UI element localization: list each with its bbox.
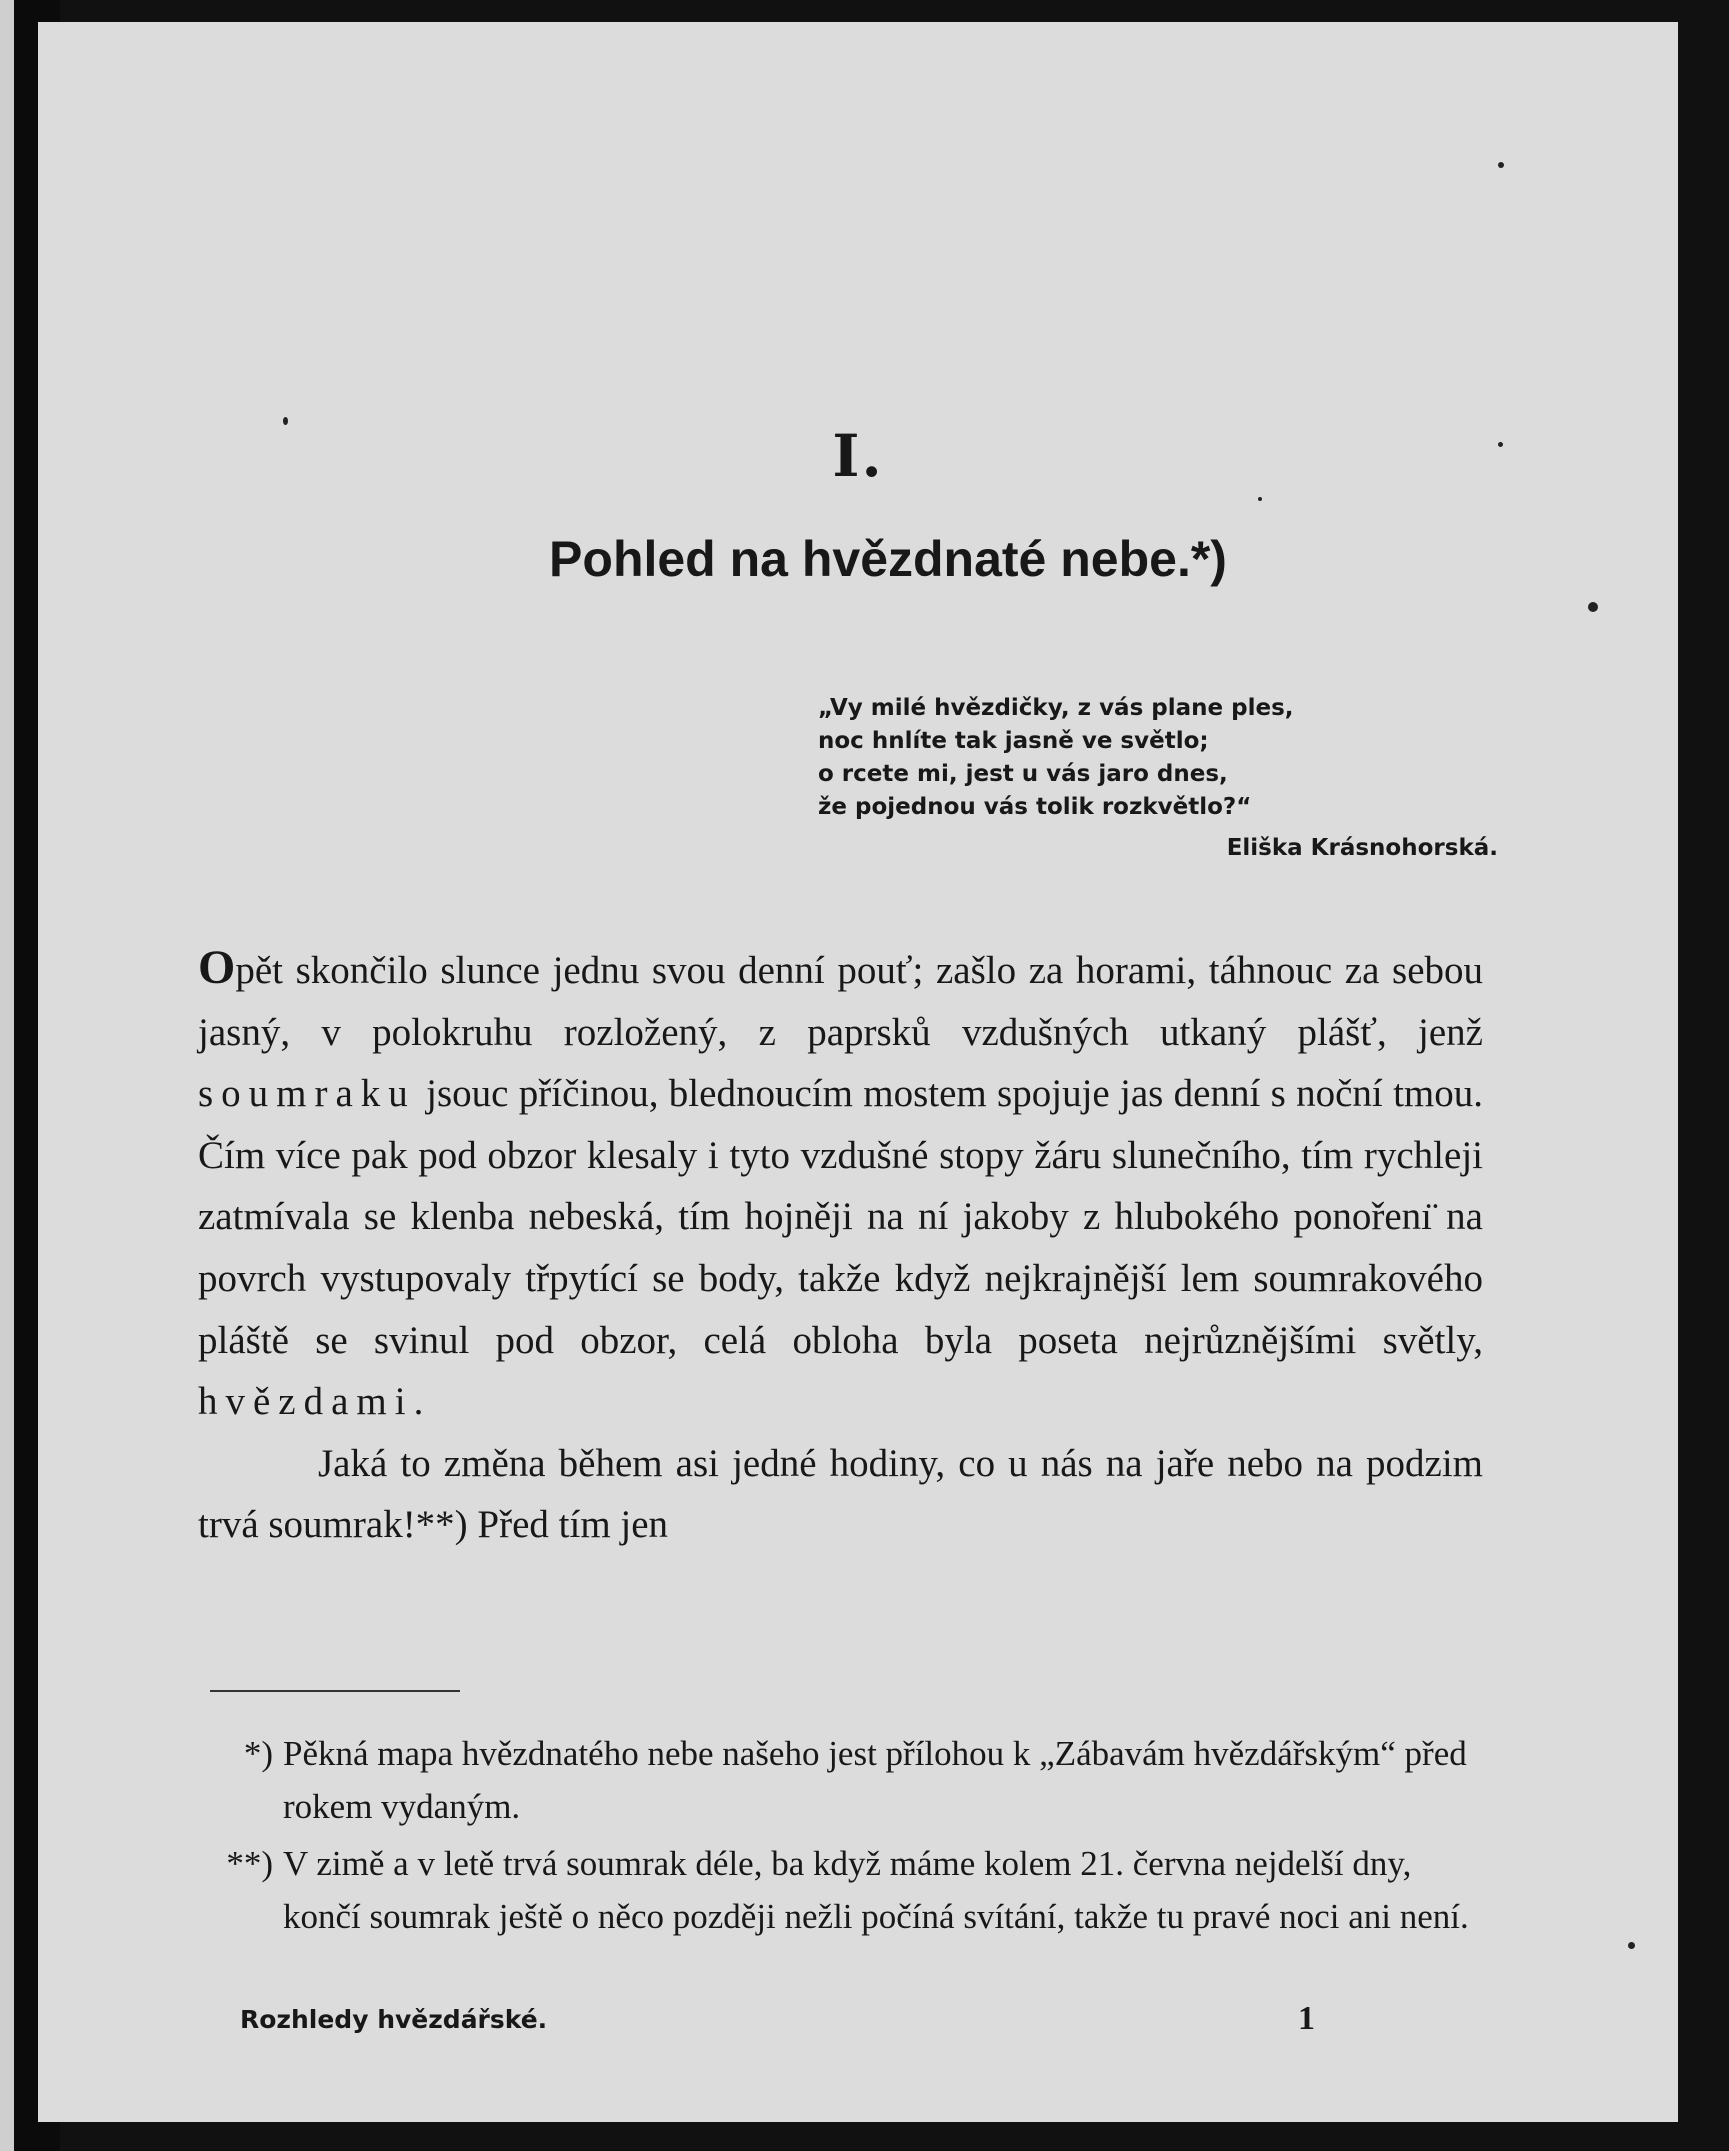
paragraph-1-text-c: .	[413, 1380, 424, 1424]
epigraph-line: o rcete mi, jest u vás jaro dnes,	[818, 761, 1228, 787]
page-signature: 1	[1298, 2000, 1315, 2037]
epigraph	[818, 692, 1498, 865]
ink-speck	[1258, 497, 1262, 501]
epigraph-author: Eliška Krásnohorská.	[1226, 835, 1498, 861]
ink-speck	[1588, 602, 1598, 612]
footnote-text: Pěkná mapa hvězdnatého nebe našeho jest přílohou k „Zábavám hvězdářským“ před rokem vydaným.	[283, 1734, 1467, 1826]
chapter-number: I.	[832, 422, 884, 490]
paragraph-1	[198, 937, 1483, 1433]
footnote-rule	[210, 1690, 460, 1692]
book-page	[38, 22, 1678, 2122]
ink-speck	[1498, 442, 1503, 447]
running-title: Rozhledy hvězdářské.	[240, 2005, 548, 2034]
epigraph-line: že pojednou vás tolik rozkvětlo?“	[818, 794, 1252, 820]
chapter-title: Pohled na hvězdnaté nebe.*)	[549, 531, 1227, 587]
ink-speck	[1628, 1942, 1635, 1949]
footnotes	[188, 1727, 1488, 1943]
emphasis-hvezdami: hvězdami	[198, 1380, 414, 1424]
epigraph-line: „Vy milé hvězdičky, z vás plane ples,	[818, 695, 1294, 721]
epigraph-line: noc hnlíte tak jasně ve světlo;	[818, 728, 1209, 754]
drop-cap: O	[198, 941, 236, 994]
footnote-2	[188, 1837, 1488, 1943]
previous-page-edge	[0, 0, 14, 2151]
ink-speck	[1498, 162, 1504, 168]
paragraph-2: Jaká to změna během asi jedné hodiny, co u nás na jaře nebo na podzim trvá soumrak!**) Před tím jen	[198, 1441, 1483, 1547]
body-text	[198, 937, 1483, 1556]
ink-speck	[283, 417, 288, 425]
footnote-text: V zimě a v letě trvá soumrak déle, ba když máme kolem 21. června nejdelší dny, končí soumrak ještě o něco později nežli počíná svítání, takže tu pravé noci ani není.	[283, 1844, 1469, 1936]
emphasis-soumraku: soumraku	[198, 1072, 416, 1116]
paragraph-1-text-b: jsouc příčinou, blednoucím mostem spojuje jas denní s noční tmou. Čím více pak pod obzor klesaly i tyto vzdušné stopy žáru slunečního, tím rychleji zatmívala se klenba nebeská, tím hojněji na ní jakoby z hlubokého ponořenı̈ na povrch vystupovaly třpytící se body, takže když nejkrajnější lem soumrakového pláště se svinul pod obzor, celá obloha byla poseta nejrůznějšími světly,	[198, 1072, 1483, 1362]
page-content	[38, 22, 1678, 2122]
footnote-mark: **)	[226, 1844, 273, 1883]
footnote-1	[188, 1727, 1488, 1833]
paragraph-1-text-a: pět skončilo slunce jednu svou denní pouť; zašlo za horami, táhnouc za sebou jasný, v polokruhu rozložený, z paprsků vzdušných utkaný plášť, jenž	[198, 949, 1483, 1054]
footnote-mark: *)	[243, 1734, 273, 1773]
